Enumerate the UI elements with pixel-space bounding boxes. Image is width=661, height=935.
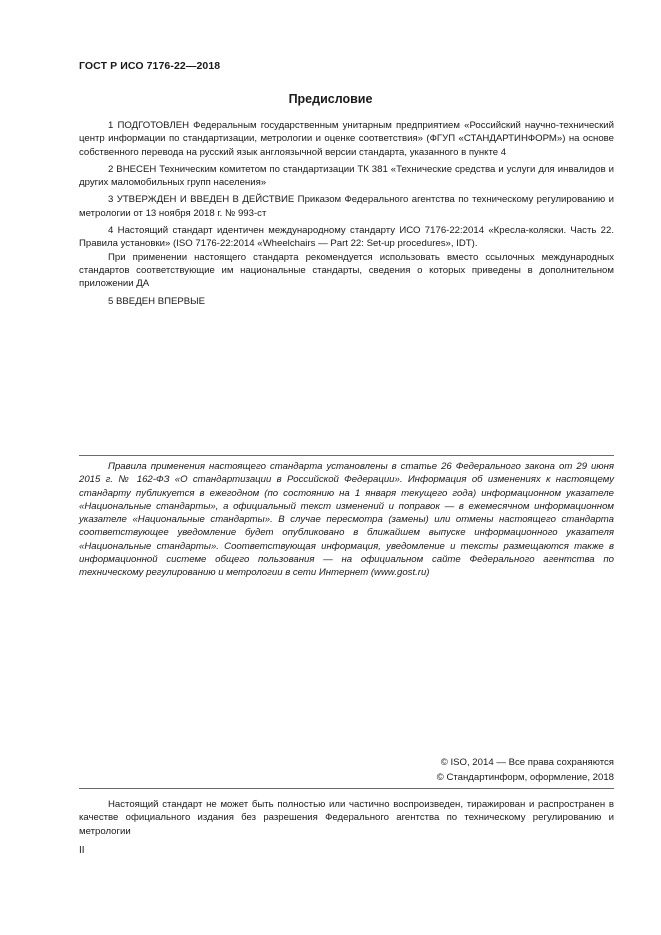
rules-note-text: Правила применения настоящего стандарта установлены в статье 26 Федерального закона от 29 июня 2015 г. № 162-ФЗ «О стандартизации в Российской Федерации». Информация об изменениях к настоящему стандарту публикуется в ежегодном (по состоянию на 1 января текущего года) информационном указателе «Национальные стандарты», а официальный текст изменений и поправок — в ежемесячном информационном указателе «Национальные стандарты». В случае пересмотра (замены) или отмены настоящего стандарта соответствующее уведомление будет опубликовано в ближайшем выпуске информационного указателя «Национальные стандарты». Соответствующая информация, уведомление и тексты размещаются также в информационной системе общего пользования — на официальном сайте Федерального агентства по техническому регулированию и метрологии в сети Интернет (www.gost.ru) <box>79 461 614 579</box>
copyright-standartinform: © Стандартинформ, оформление, 2018 <box>436 772 614 783</box>
preface-item-2: 2 ВНЕСЕН Техническим комитетом по стандартизации ТК 381 «Технические средства и услуги для инвалидов и других маломобильных групп населения» <box>79 163 614 189</box>
copyright-block <box>437 755 614 785</box>
preface-item-5: 5 ВВЕДЕН ВПЕРВЫЕ <box>108 295 206 307</box>
page-number: II <box>79 845 85 856</box>
reproduction-block <box>79 798 614 838</box>
preface-item-4: 4 Настоящий стандарт идентичен международному стандарту ИСО 7176-22:2014 «Кресла-коляски. Часть 22. Правила установки» (ISO 7176-22:2014 «Wheelchairs — Part 22: Set-up procedures», IDT). <box>79 225 614 250</box>
reproduction-notice: Настоящий стандарт не может быть полностью или частично воспроизведен, тиражирован и распространен в качестве официального издания без разрешения Федерального агентства по техническому регулированию и метрологии <box>79 799 614 837</box>
preface-item-4-note: При применении настоящего стандарта рекомендуется использовать вместо ссылочных международных стандартов соответствующие им национальные стандарты, сведения о которых приведены в дополнительном приложении ДА <box>79 251 614 290</box>
rules-note <box>79 460 614 580</box>
preface-block <box>79 119 614 308</box>
preface-item-3: 3 УТВЕРЖДЕН И ВВЕДЕН В ДЕЙСТВИЕ Приказом Федерального агентства по техническому регулированию и метрологии от 13 ноября 2018 г. № 993-ст <box>79 194 614 219</box>
document-header: ГОСТ Р ИСО 7176-22—2018 <box>79 60 221 72</box>
divider-top <box>79 455 614 456</box>
page-title: Предисловие <box>288 92 373 106</box>
divider-bottom <box>79 788 614 789</box>
preface-item-1: 1 ПОДГОТОВЛЕН Федеральным государственным унитарным предприятием «Российский научно-технический центр информации по стандартизации, метрологии и оценке соответствия» (ФГУП «СТАНДАРТИНФОРМ») на основе собственного перевода на русский язык англоязычной версии стандарта, указанного в пункте 4 <box>79 120 614 158</box>
copyright-iso: © ISO, 2014 — Все права сохраняются <box>440 757 614 768</box>
